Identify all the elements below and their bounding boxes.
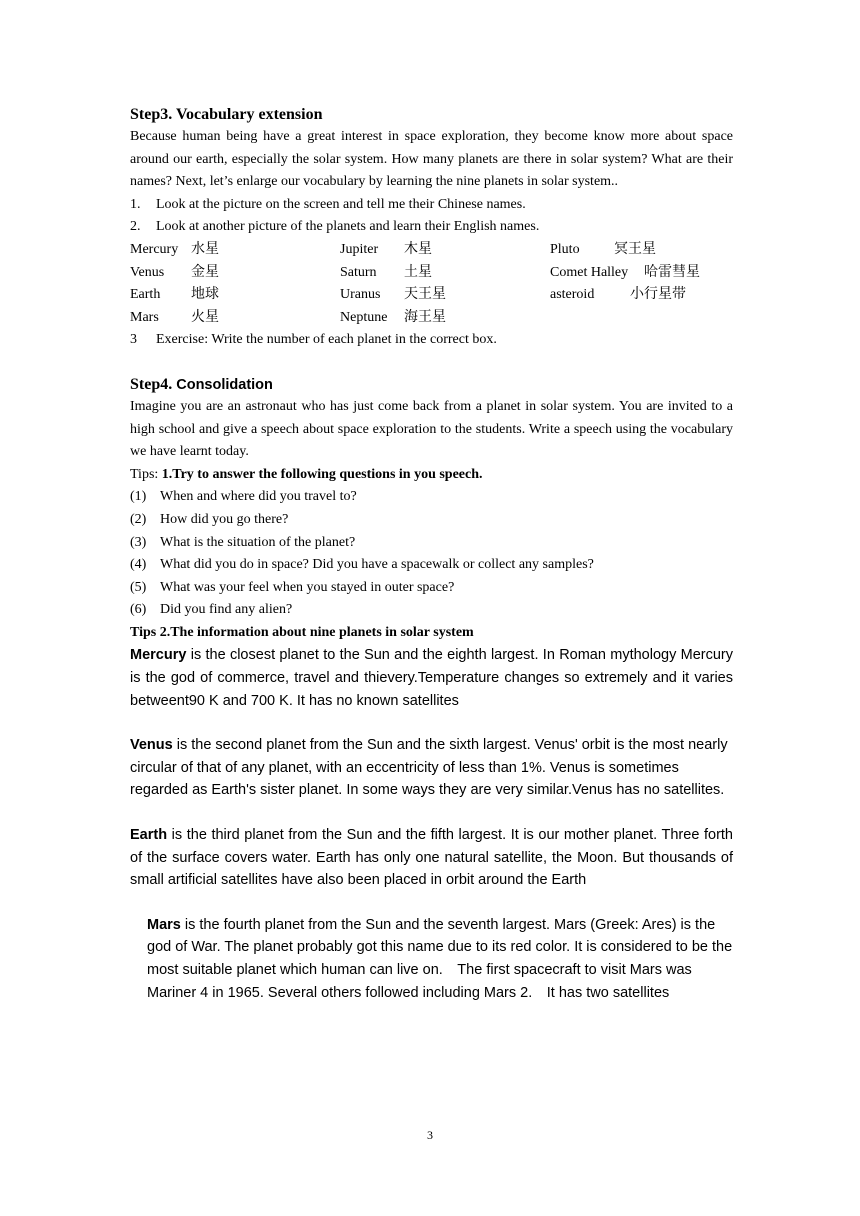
vocab-row	[130, 284, 733, 307]
planet-name: Venus	[130, 737, 173, 754]
list-number: 1.	[130, 196, 141, 212]
step4-heading-title: Consolidation	[176, 376, 273, 393]
vocab-english: Uranus	[340, 287, 381, 303]
vocab-chinese: 天王星	[404, 287, 446, 303]
vocab-english: Earth	[130, 287, 161, 303]
step3-item-2	[130, 216, 733, 239]
vocab-english: Mars	[130, 309, 159, 325]
tips-1-prefix: Tips:	[130, 466, 162, 482]
vocab-entry	[340, 262, 550, 285]
list-number: (3)	[130, 534, 147, 550]
planet-name: Earth	[130, 827, 168, 844]
tips-1	[130, 464, 733, 487]
step3-exercise	[130, 329, 733, 352]
list-text: How did you go there?	[160, 511, 289, 527]
planet-paragraph-earth	[130, 824, 733, 892]
list-text: When and where did you travel to?	[160, 489, 357, 505]
question-item	[130, 486, 733, 509]
planet-description: is the second planet from the Sun and the sixth largest. Venus' orbit is the most nearly circular of that of any planet, with an eccentricity of less than 1%. Venus is sometimes regarded as Earth's sister planet. In some ways they are very similar.Venus has no satellites.	[130, 737, 728, 799]
spacer	[130, 352, 733, 374]
vocab-chinese: 小行星带	[630, 287, 686, 303]
question-item	[130, 577, 733, 600]
tips-1-text: 1.Try to answer the following questions in you speech.	[161, 466, 483, 482]
list-text: What was your feel when you stayed in outer space?	[160, 579, 455, 595]
vocab-english: asteroid	[550, 287, 595, 303]
vocab-entry	[550, 284, 686, 307]
vocab-chinese: 火星	[191, 309, 219, 325]
list-number: 2.	[130, 219, 141, 235]
list-text: Exercise: Write the number of each planet in the correct box.	[156, 332, 497, 348]
vocab-english: Jupiter	[340, 241, 379, 257]
vocab-chinese: 冥王星	[614, 241, 656, 257]
list-text: Look at another picture of the planets and learn their English names.	[156, 219, 540, 235]
vocab-entry	[550, 239, 656, 262]
vocab-english: Venus	[130, 264, 165, 280]
planet-description: is the fourth planet from the Sun and the seventh largest. Mars (Greek: Ares) is the god of War. The planet probably got this name due to its red color. It is considered to be the most suitable planet which human can live on. The first spacecraft to visit Mars was Mariner 4 in 1965. Several others followed including Mars 2. It has two satellites	[147, 916, 733, 1001]
spacer	[130, 892, 733, 914]
step3-item-1	[130, 194, 733, 217]
step3-heading: Step3. Vocabulary extension	[130, 106, 323, 123]
planet-paragraph-venus	[130, 734, 733, 802]
vocab-entry	[130, 239, 340, 262]
planet-name: Mars	[147, 916, 181, 933]
list-number: 3	[130, 332, 137, 348]
list-text: What is the situation of the planet?	[160, 534, 356, 550]
planet-name: Mercury	[130, 647, 187, 664]
list-text: Did you find any alien?	[160, 602, 293, 618]
page-number: 3	[427, 1128, 433, 1142]
question-item	[130, 599, 733, 622]
vocab-entry	[130, 262, 340, 285]
vocab-chinese: 水星	[191, 241, 219, 257]
vocab-entry	[340, 239, 550, 262]
list-text: What did you do in space? Did you have a spacewalk or collect any samples?	[160, 557, 594, 573]
vocab-entry	[340, 307, 550, 330]
list-number: (6)	[130, 602, 147, 618]
list-text: Look at the picture on the screen and tell me their Chinese names.	[156, 196, 526, 212]
vocab-english: Neptune	[340, 309, 388, 325]
vocab-english: Pluto	[550, 241, 580, 257]
vocab-row	[130, 307, 733, 330]
list-number: (5)	[130, 579, 147, 595]
planet-description: is the third planet from the Sun and the fifth largest. It is our mother planet. Three forth of the surface covers water. Earth has only one natural satellite, the Moon. But thousands of small artificial satellites have also been placed in orbit around the Earth	[130, 827, 733, 889]
step4-heading	[130, 374, 733, 396]
spacer	[130, 712, 733, 734]
question-item	[130, 509, 733, 532]
vocab-entry	[550, 262, 700, 285]
page-content	[130, 104, 733, 1004]
vocab-english: Mercury	[130, 241, 179, 257]
question-item	[130, 532, 733, 555]
planet-paragraph-mars	[130, 914, 733, 1004]
vocab-row	[130, 262, 733, 285]
planet-description: is the closest planet to the Sun and the eighth largest. In Roman mythology Mercury is the god of commerce, travel and thievery.Temperature changes so extremely and it varies betweent90 K and 700 K. It has no known satellites	[130, 647, 733, 709]
list-number: (4)	[130, 557, 147, 573]
list-number: (2)	[130, 511, 147, 527]
vocab-chinese: 哈雷彗星	[644, 264, 700, 280]
step4-intro: Imagine you are an astronaut who has just come back from a planet in solar system. You are invited to a high school and give a speech about space exploration to the students. Write a speech using the vocabulary we have learnt today.	[130, 398, 733, 460]
list-number: (1)	[130, 489, 147, 505]
vocab-chinese: 海王星	[404, 309, 446, 325]
vocab-english: Comet Halley	[550, 264, 629, 280]
planet-vocabulary-table	[130, 239, 733, 329]
vocab-entry	[130, 284, 340, 307]
vocab-row	[130, 239, 733, 262]
vocab-entry	[340, 284, 550, 307]
vocab-chinese: 土星	[404, 264, 432, 280]
question-item	[130, 554, 733, 577]
vocab-english: Saturn	[340, 264, 377, 280]
vocab-chinese: 金星	[191, 264, 219, 280]
planet-paragraph-mercury	[130, 644, 733, 712]
vocab-chinese: 木星	[404, 241, 432, 257]
vocab-chinese: 地球	[191, 287, 219, 303]
step4-heading-label: Step4.	[130, 375, 173, 393]
step3-intro: Because human being have a great interest in space exploration, they become know more about space around our earth, especially the solar system. How many planets are there in solar system? What are their names? Next, let’s enlarge our vocabulary by learning the nine planets in solar system..	[130, 129, 733, 190]
vocab-entry	[130, 307, 340, 330]
spacer	[130, 802, 733, 824]
tips-2: Tips 2.The information about nine planets in solar system	[130, 624, 474, 640]
